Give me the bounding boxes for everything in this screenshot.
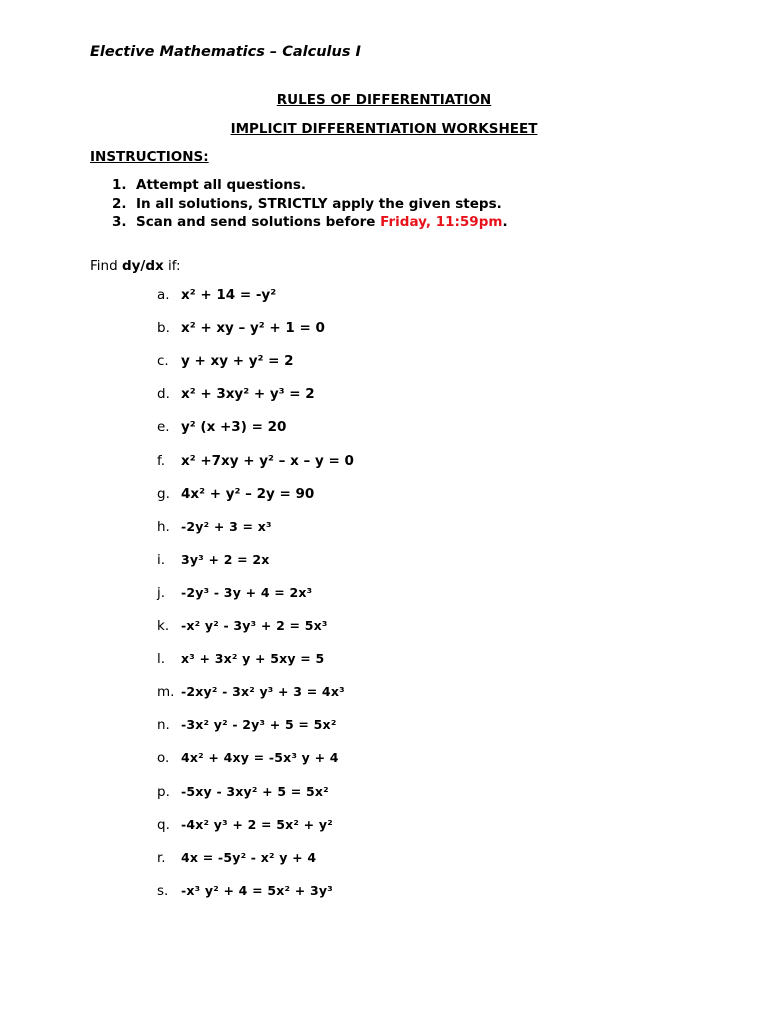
question-equation: y² (x +3) = 20 — [181, 419, 287, 436]
question-equation: y + xy + y² = 2 — [181, 353, 294, 370]
question-letter: q. — [157, 816, 170, 833]
question-item — [157, 849, 316, 867]
question-equation: x² + 14 = -y² — [181, 287, 277, 303]
question-item — [157, 716, 337, 734]
question-letter: d. — [157, 386, 170, 403]
question-letter: p. — [157, 783, 170, 800]
question-item — [157, 452, 354, 470]
question-equation: -2y² + 3 = x³ — [181, 518, 272, 534]
instruction-item — [112, 195, 508, 214]
question-letter: b. — [157, 320, 170, 337]
question-item — [157, 882, 333, 900]
question-item — [157, 650, 324, 668]
instruction-number: 2. — [112, 195, 127, 212]
question-item — [157, 617, 328, 635]
find-prompt — [90, 258, 181, 274]
question-equation: -x² y² - 3y³ + 2 = 5x³ — [181, 618, 328, 633]
instruction-end: . — [502, 214, 508, 230]
prompt-before: Find — [90, 258, 122, 274]
instructions-list — [112, 176, 508, 232]
instruction-item — [112, 176, 508, 195]
question-letter: a. — [157, 287, 170, 303]
question-item — [157, 485, 314, 503]
question-equation: -3x² y² - 2y³ + 5 = 5x² — [181, 717, 337, 733]
question-equation: x³ + 3x² y + 5xy = 5 — [181, 651, 325, 667]
deadline-text: Friday, 11:59pm — [380, 214, 503, 230]
question-item — [157, 816, 333, 834]
instruction-number: 3. — [112, 214, 127, 230]
prompt-derivative: dy/dx — [121, 258, 164, 274]
instruction-number: 1. — [112, 177, 127, 193]
question-equation: x² +7xy + y² – x – y = 0 — [181, 452, 354, 469]
question-letter: h. — [157, 518, 170, 535]
question-item — [157, 385, 315, 403]
question-item — [157, 286, 276, 304]
question-item — [157, 683, 345, 701]
question-equation: 4x² + y² – 2y = 90 — [181, 485, 315, 502]
question-item — [157, 551, 270, 569]
question-item — [157, 783, 329, 801]
question-item — [157, 518, 272, 536]
question-equation: -2y³ - 3y + 4 = 2x³ — [181, 584, 313, 600]
question-letter: r. — [157, 849, 166, 866]
question-letter: n. — [157, 717, 170, 734]
question-item — [157, 749, 339, 767]
question-letter: l. — [157, 651, 166, 668]
question-equation: -x³ y² + 4 = 5x² + 3y³ — [181, 882, 333, 898]
question-equation: 3y³ + 2 = 2x — [181, 551, 270, 567]
worksheet-subtitle: IMPLICIT DIFFERENTIATION WORKSHEET — [230, 121, 538, 137]
question-item — [157, 418, 286, 436]
instructions-heading: INSTRUCTIONS: — [90, 149, 209, 165]
question-letter: i. — [157, 551, 166, 568]
question-letter: f. — [157, 452, 166, 469]
question-letter: s. — [157, 882, 169, 899]
question-letter: j. — [157, 584, 166, 601]
instruction-text: Attempt all questions. — [136, 177, 307, 193]
question-letter: g. — [157, 485, 170, 502]
instruction-text: In all solutions, STRICTLY apply the given steps. — [136, 195, 502, 212]
worksheet-title: RULES OF DIFFERENTIATION — [276, 92, 492, 108]
question-equation: x² + 3xy² + y³ = 2 — [181, 386, 315, 403]
prompt-after: if: — [163, 258, 181, 274]
question-equation: -2xy² - 3x² y³ + 3 = 4x³ — [181, 684, 345, 700]
question-letter: c. — [157, 353, 169, 370]
question-equation: x² + xy – y² + 1 = 0 — [181, 320, 325, 337]
question-letter: k. — [157, 618, 170, 634]
question-equation: -5xy - 3xy² + 5 = 5x² — [181, 783, 329, 799]
instruction-item — [112, 213, 508, 232]
instruction-text: Scan and send solutions before — [136, 214, 381, 230]
question-item — [157, 319, 325, 337]
question-item — [157, 584, 312, 602]
question-letter: e. — [157, 419, 170, 436]
question-letter: o. — [157, 750, 170, 767]
question-equation: 4x² + 4xy = -5x³ y + 4 — [181, 750, 339, 766]
question-equation: 4x = -5y² - x² y + 4 — [181, 849, 317, 865]
question-letter: m. — [157, 684, 175, 701]
question-item — [157, 352, 294, 370]
question-equation: -4x² y³ + 2 = 5x² + y² — [181, 816, 333, 832]
course-title: Elective Mathematics – Calculus I — [90, 44, 361, 60]
